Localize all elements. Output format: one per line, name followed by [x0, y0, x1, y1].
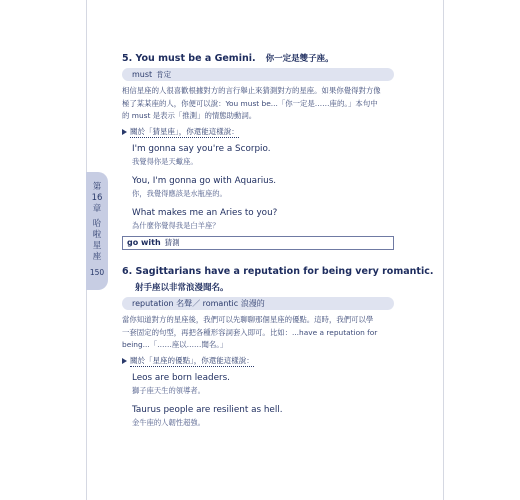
- section-5-heading: 5. You must be a Gemini. 你一定是雙子座。: [122, 53, 334, 64]
- section-6-pointer: 關於「星座的優點」，你還能這樣說：: [122, 355, 254, 366]
- section-6-paragraph: 當你知道對方的星座後，我們可以先聊聊那個星座的優點。這時，我們可以學 一套固定的句型，再把各種形容詞套入即可。比如：...have a reputation for being...「……座以……聞名。」: [122, 315, 378, 349]
- section-5-paragraph: 相信星座的人很喜歡根據對方的言行舉止來猜測對方的星座。如果你覺得對方像 極了某某座的人，你便可以說：You must be...「你一定是……座的。」本句中 的 must 是表示「推測」的情態助動詞。: [122, 86, 381, 120]
- chapter-side-tab: [86, 172, 108, 290]
- section-6-heading-zh: 射手座以非常浪漫聞名。: [135, 283, 229, 293]
- section-5-pointer: 關於「猜星座」，你還能這樣說：: [122, 126, 239, 137]
- example-en: Leos are born leaders.: [132, 373, 230, 383]
- chapter-label: 第 16 章 哈 啦 星 座: [91, 182, 103, 262]
- example-zh: 獅子座天生的領導者。: [132, 386, 205, 395]
- page-number: 150: [89, 268, 105, 277]
- example-zh: 為什麼你覺得我是白羊座？: [132, 221, 220, 230]
- example-zh: 我覺得你是天蠍座。: [132, 157, 198, 166]
- example-zh: 金牛座的人韌性超強。: [132, 418, 205, 427]
- example-en: Taurus people are resilient as hell.: [132, 405, 283, 415]
- section-6-heading: 6. Sagittarians have a reputation for being very romantic.: [122, 266, 434, 277]
- example-en: You, I'm gonna go with Aquarius.: [132, 176, 277, 186]
- example-zh: 你，我覺得應該是水瓶座的。: [132, 189, 227, 198]
- example-en: What makes me an Aries to you?: [132, 208, 278, 218]
- pointer-arrow-icon: [122, 358, 127, 364]
- vocab-bar-reputation: reputation 名聲／ romantic 浪漫的: [122, 297, 394, 310]
- pointer-arrow-icon: [122, 129, 127, 135]
- vocab-box-go-with: go with 猜測: [122, 236, 394, 250]
- vocab-bar-must: must 肯定: [122, 68, 394, 81]
- example-en: I'm gonna say you're a Scorpio.: [132, 144, 271, 154]
